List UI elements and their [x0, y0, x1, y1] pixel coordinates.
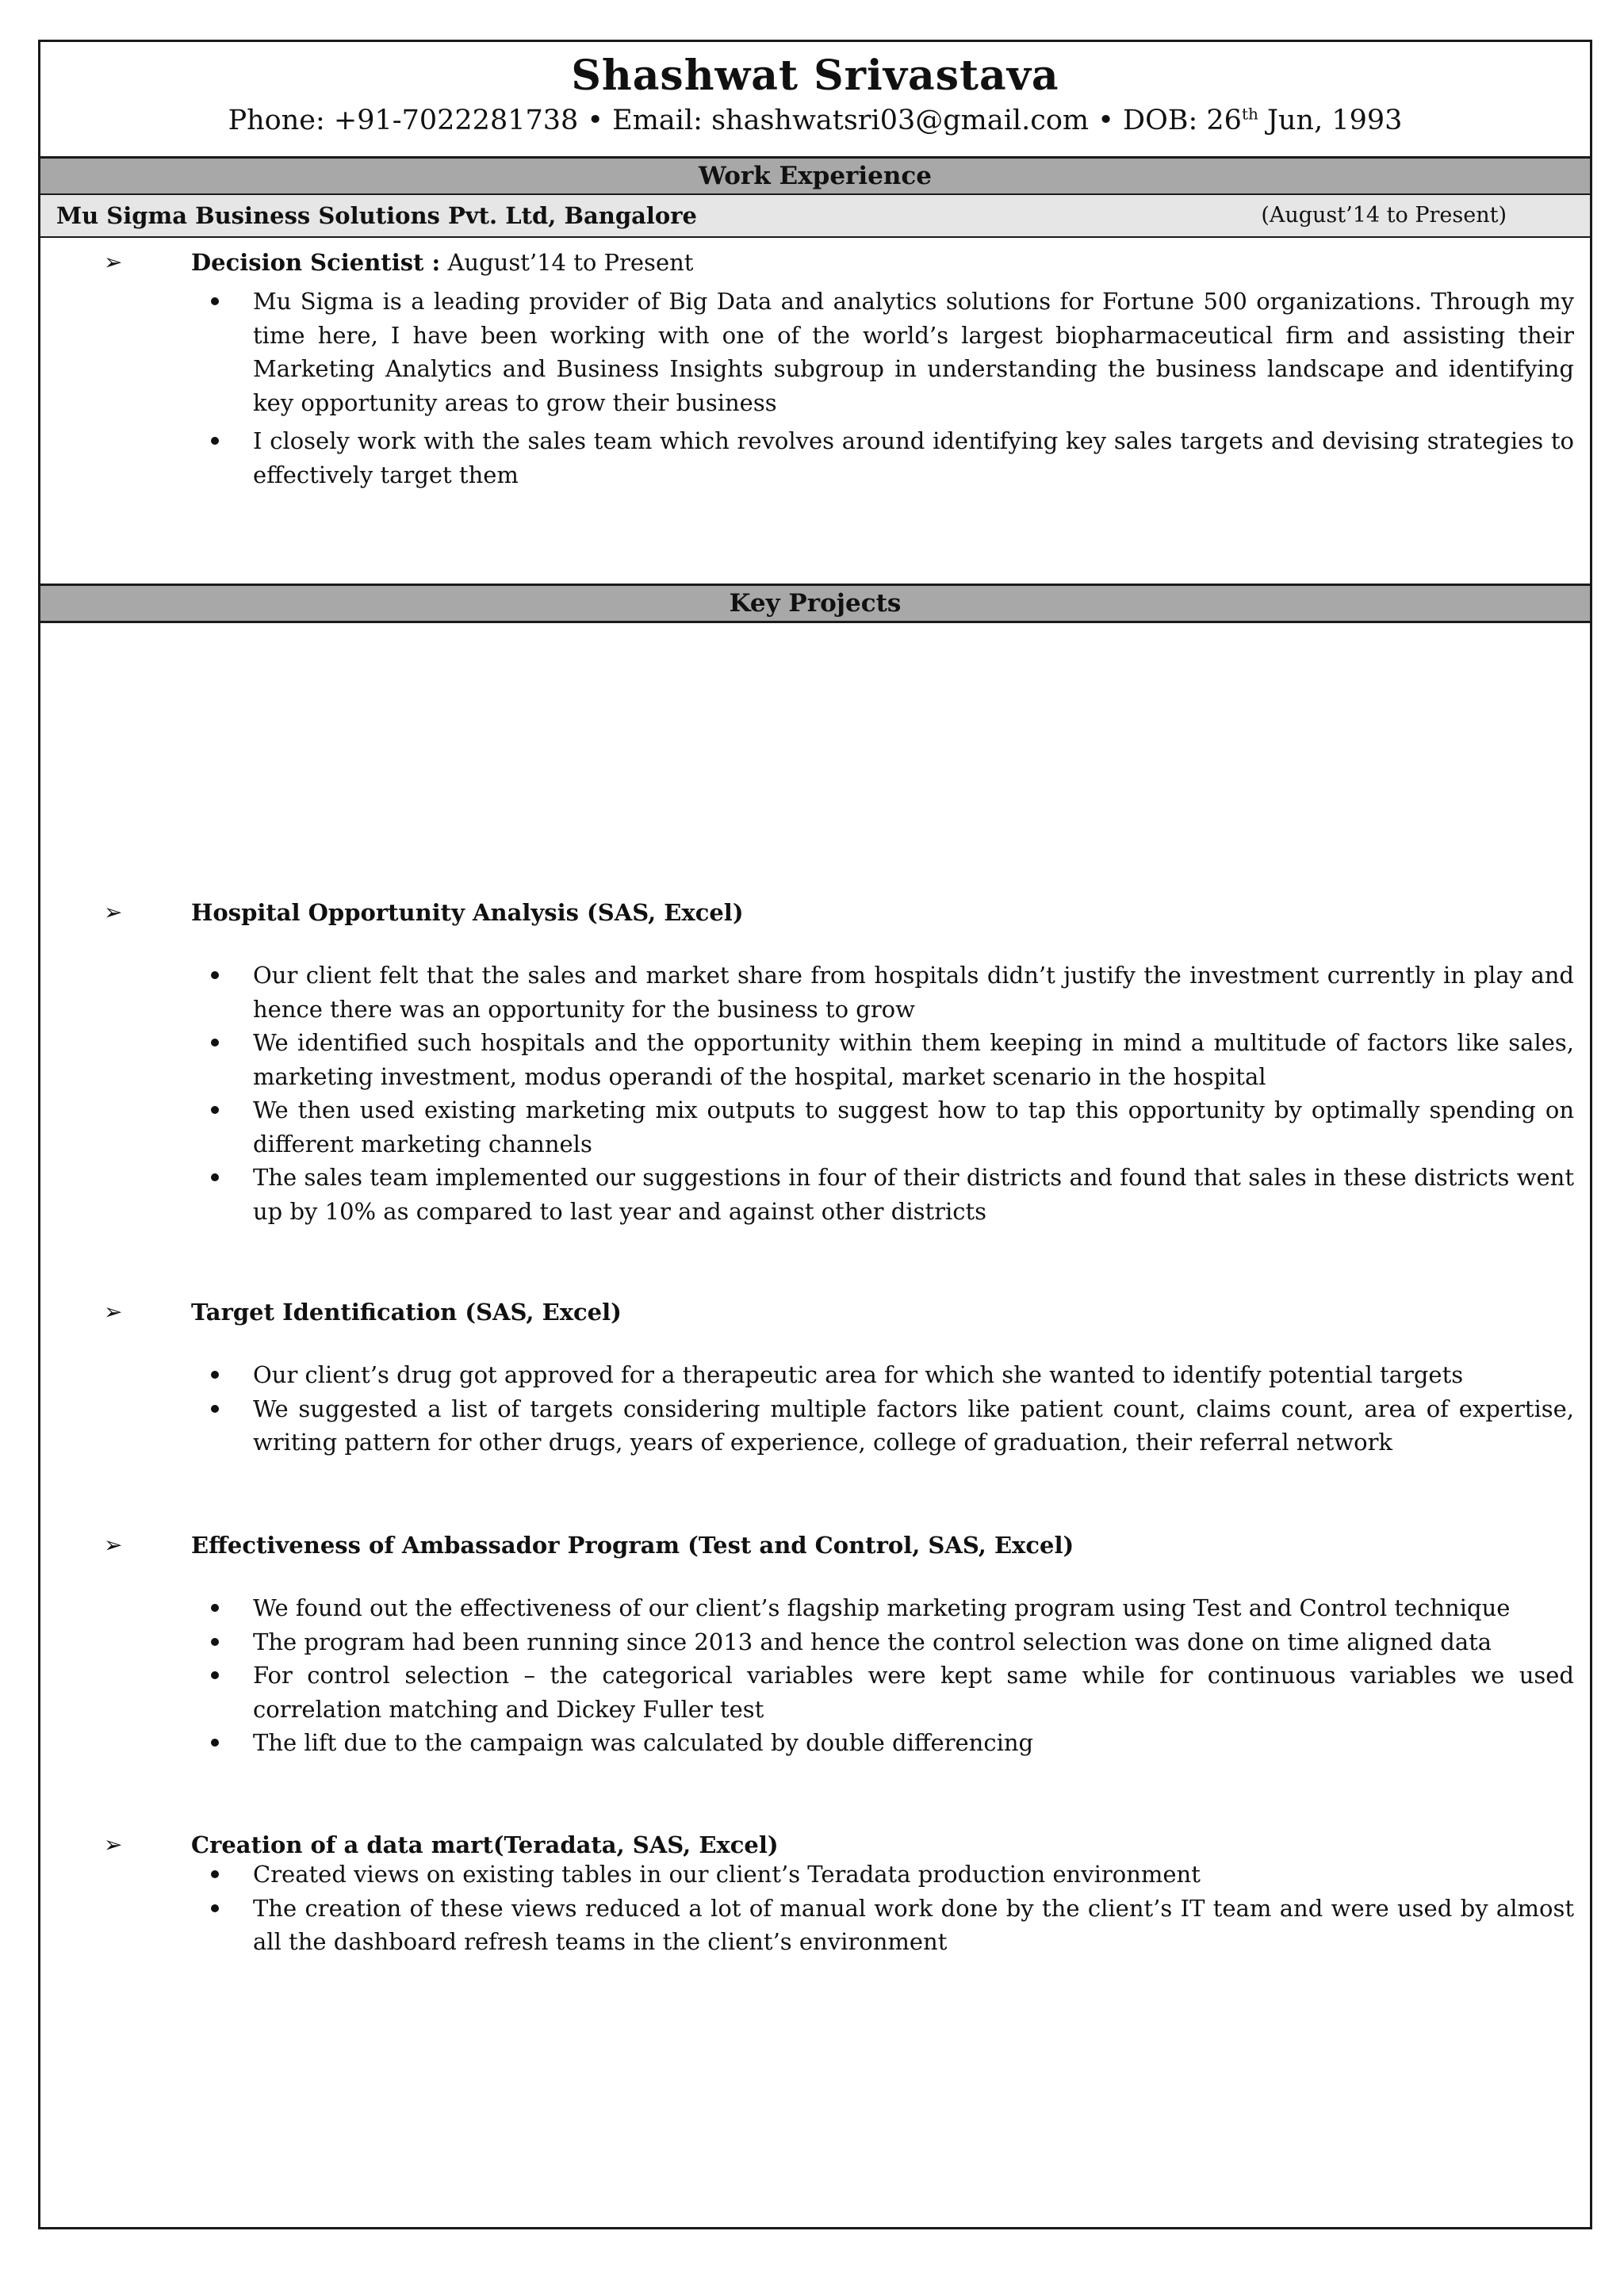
bullet-text: The lift due to the campaign was calculated by double differencing — [253, 1729, 1034, 1756]
work-experience-section — [40, 240, 1590, 621]
candidate-name: Shashwat Srivastava — [571, 52, 1059, 100]
list-item — [40, 959, 1590, 1026]
contact-line — [40, 101, 1590, 140]
list-item — [40, 1026, 1590, 1093]
bullet-text: Our client felt that the sales and market share from hospitals didn’t justify the investment currently in play and hence there was an opportunity for the business to grow — [253, 962, 1574, 1023]
list-item — [40, 1892, 1590, 1959]
arrow-bullet-icon: ➢ — [104, 1299, 123, 1325]
bullet-text: The sales team implemented our suggestions in four of their districts and found that sales in these districts went up by 10% as compared to last year and against other districts — [253, 1164, 1574, 1225]
arrow-bullet-icon: ➢ — [104, 249, 123, 275]
bullet-text: We identified such hospitals and the opportunity within them keeping in mind a multitude of factors like sales, marketing investment, modus operandi of the hospital, market scenario in the hospital — [253, 1029, 1574, 1090]
bullet-dot-icon — [211, 1638, 219, 1646]
role-dates: August’14 to Present — [440, 249, 694, 276]
bullet-dot-icon — [211, 1739, 219, 1747]
list-item — [40, 1093, 1590, 1161]
bullet-dot-icon — [211, 1405, 219, 1413]
project-bullets — [40, 1591, 1590, 1760]
project-title-text: Hospital Opportunity Analysis (SAS, Excel) — [191, 899, 744, 926]
list-item — [40, 1659, 1590, 1726]
bullet-text: For control selection – the categorical variables were kept same while for continuous variables we used correlation matching and Dickey Fuller test — [253, 1662, 1574, 1723]
bullet-dot-icon — [211, 1039, 219, 1047]
bullet-text: Created views on existing tables in our client’s Teradata production environment — [253, 1861, 1201, 1888]
bullet-dot-icon — [211, 1106, 219, 1114]
bullet-text: The program had been running since 2013 and hence the control selection was done on time aligned data — [253, 1628, 1492, 1655]
bullet-dot-icon — [211, 1371, 219, 1379]
bullet-text: We found out the effectiveness of our client’s flagship marketing program using Test and Control technique — [253, 1594, 1511, 1621]
list-item — [40, 1726, 1590, 1760]
role-text — [191, 245, 693, 280]
bullet-dot-icon — [211, 1870, 219, 1878]
list-item — [40, 1625, 1590, 1659]
work-experience-heading: Work Experience — [40, 156, 1590, 196]
work-bullets — [40, 285, 1590, 492]
project-title-text: Target Identification (SAS, Excel) — [191, 1299, 622, 1326]
project-bullets — [40, 1858, 1590, 1959]
dob-ordinal: th — [1241, 104, 1258, 124]
list-item — [40, 1358, 1590, 1392]
bullet-dot-icon — [211, 971, 219, 979]
list-item — [40, 1161, 1590, 1228]
list-item — [40, 424, 1590, 492]
role-title: Decision Scientist : — [191, 249, 441, 276]
bullet-dot-icon — [211, 1173, 219, 1181]
arrow-bullet-icon: ➢ — [104, 1831, 123, 1858]
bullet-dot-icon — [211, 1604, 219, 1612]
company-name: Mu Sigma Business Solutions Pvt. Ltd, Bangalore — [56, 202, 698, 229]
bullet-dot-icon — [211, 437, 219, 445]
resume-page — [38, 40, 1592, 2229]
bullet-text: The creation of these views reduced a lot of manual work done by the client’s IT team and were used by almost all the dashboard refresh teams in the client’s environment — [253, 1894, 1574, 1955]
bullet-dot-icon — [211, 1904, 219, 1912]
bullet-text: We then used existing marketing mix outputs to suggest how to tap this opportunity by optimally spending on different marketing channels — [253, 1096, 1574, 1158]
company-bar — [40, 195, 1590, 238]
arrow-bullet-icon: ➢ — [104, 899, 123, 925]
project-title-text: Creation of a data mart(Teradata, SAS, Excel) — [191, 1831, 779, 1858]
arrow-bullet-icon: ➢ — [104, 1532, 123, 1558]
bullet-dot-icon — [211, 1671, 219, 1679]
project-title-text: Effectiveness of Ambassador Program (Test and Control, SAS, Excel) — [191, 1532, 1074, 1559]
dob-rest: Jun, 1993 — [1258, 105, 1403, 136]
resume-header — [40, 42, 1590, 156]
bullet-text: I closely work with the sales team which revolves around identifying key sales targets and devising strategies to effectively target them — [253, 427, 1574, 488]
list-item — [40, 1392, 1590, 1460]
list-item — [40, 1858, 1590, 1892]
key-projects-heading: Key Projects — [40, 584, 1590, 623]
project-bullets — [40, 1358, 1590, 1460]
project-bullets — [40, 959, 1590, 1228]
bullet-text: Our client’s drug got approved for a therapeutic area for which she wanted to identify potential targets — [253, 1361, 1464, 1388]
list-item — [40, 1591, 1590, 1625]
bullet-text: We suggested a list of targets considering multiple factors like patient count, claims count, area of expertise, writing pattern for other drugs, years of experience, college of graduation, their referral network — [253, 1395, 1574, 1456]
contact-details: Phone: +91-7022281738 • Email: shashwatsri03@gmail.com • DOB: 26 — [228, 105, 1242, 136]
list-item — [40, 285, 1590, 419]
bullet-text: Mu Sigma is a leading provider of Big Data and analytics solutions for Fortune 500 organizations. Through my time here, I have been working with one of the world’s largest biopharmaceutical firm and assisting their Marketing Analytics and Business Insights subgroup in understanding the business landscape and identifying key opportunity areas to grow their business — [253, 288, 1574, 416]
company-dates: (August’14 to Present) — [1261, 203, 1507, 228]
bullet-dot-icon — [211, 297, 219, 305]
